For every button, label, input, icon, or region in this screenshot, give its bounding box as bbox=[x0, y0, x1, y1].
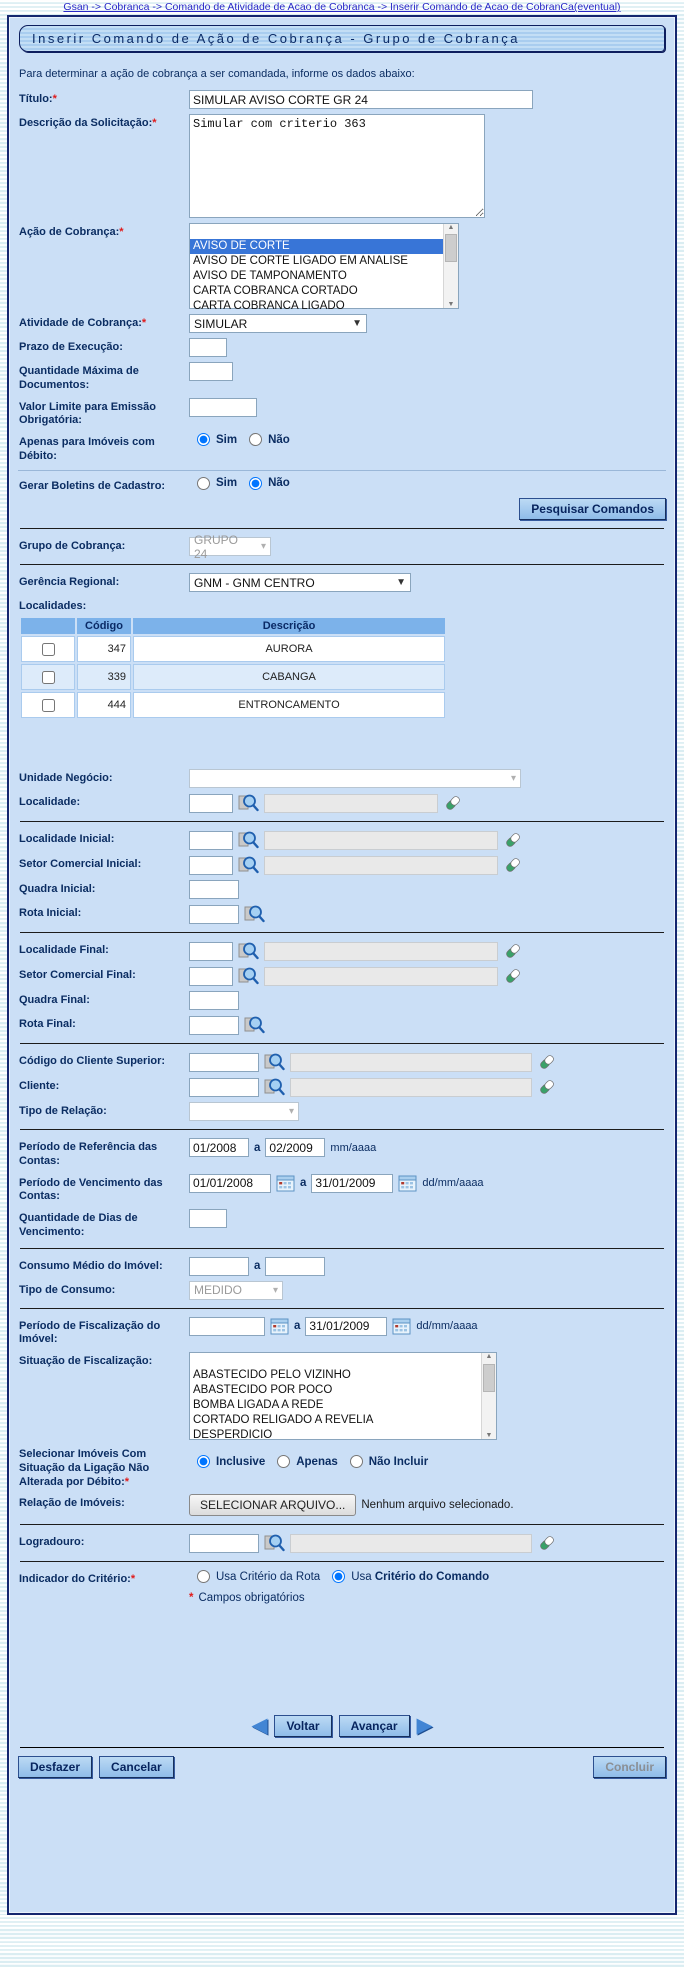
usa-criterio-comando-radio[interactable] bbox=[332, 1570, 345, 1583]
indicador-criterio-label bbox=[19, 1570, 189, 1587]
usa-criterio-comando-label bbox=[351, 1571, 489, 1583]
format-hint: mm/aaaa bbox=[330, 1141, 377, 1154]
apenas-debito-label: Apenas para Imóveis com Débito: bbox=[19, 436, 155, 462]
apenas-debito-nao-radio[interactable] bbox=[249, 433, 262, 446]
gerencia-label: Gerência Regional: bbox=[19, 576, 120, 589]
indicador-criterio-row bbox=[19, 1570, 665, 1587]
grupo-select bbox=[189, 532, 271, 561]
situacao-option[interactable]: ABASTECIDO POR POCO bbox=[193, 1384, 333, 1396]
quadra-inicial-label: Quadra Inicial: bbox=[19, 883, 96, 895]
selecionar-imoveis-label bbox=[19, 1445, 189, 1489]
apenas-debito-sim-label: Sim bbox=[216, 433, 238, 446]
apenas-debito-nao-label: Não bbox=[268, 433, 290, 446]
periodo-fisc-row bbox=[19, 1317, 665, 1348]
localidade-final-label: Localidade Final: bbox=[19, 944, 109, 956]
format-hint: dd/mm/aaaa bbox=[422, 1177, 484, 1189]
apenas-debito-row bbox=[19, 433, 665, 464]
rota-final-input[interactable] bbox=[189, 1016, 239, 1035]
localidade-inicial-input[interactable] bbox=[189, 831, 233, 850]
quadra-final-row bbox=[19, 991, 665, 1010]
tipo-consumo-select-value: MEDIDO bbox=[194, 1283, 242, 1297]
cod-cliente-sup-label: Código do Cliente Superior: bbox=[19, 1055, 166, 1067]
inclusive-radio[interactable] bbox=[197, 1455, 210, 1468]
section-divider bbox=[20, 1524, 664, 1525]
descricao-label bbox=[19, 114, 189, 131]
setor-inicial-readonly-field bbox=[264, 856, 498, 875]
eraser-icon[interactable] bbox=[537, 1052, 557, 1072]
calendar-icon[interactable] bbox=[392, 1317, 411, 1335]
descricao-label-text: Descrição da Solicitação: bbox=[19, 117, 153, 129]
chevron-down-icon: ▾ bbox=[272, 1284, 278, 1296]
descricao-textarea[interactable] bbox=[189, 114, 485, 218]
localidade-final-readonly-field bbox=[264, 942, 498, 961]
search-icon[interactable] bbox=[238, 830, 259, 850]
logradouro-readonly-field bbox=[290, 1534, 532, 1553]
cod-cliente-sup-readonly-field bbox=[290, 1053, 532, 1072]
table-row bbox=[21, 636, 445, 662]
spacer bbox=[18, 1609, 666, 1701]
section-divider bbox=[20, 1561, 664, 1562]
chevron-down-icon: ▼ bbox=[352, 318, 362, 329]
breadcrumb[interactable]: Gsan -> Cobranca -> Comando de Atividade de Acao de Cobranca -> Inserir Comando de Acao de CobranCa(eventual) bbox=[63, 1, 621, 13]
acao-label bbox=[19, 223, 189, 240]
situacao-fisc-row bbox=[19, 1352, 665, 1440]
search-icon[interactable] bbox=[238, 966, 259, 986]
periodo-fisc-ate-input[interactable] bbox=[305, 1317, 387, 1336]
search-icon[interactable] bbox=[244, 904, 265, 924]
required-marker: * bbox=[189, 1592, 194, 1604]
periodo-ref-label: Período de Referência das Contas: bbox=[19, 1141, 158, 1167]
usa-criterio-rota-label: Usa Critério da Rota bbox=[216, 1570, 321, 1583]
nao-incluir-label: Não Incluir bbox=[368, 1455, 429, 1468]
titulo-input[interactable] bbox=[189, 90, 533, 109]
range-separator: a bbox=[254, 1260, 261, 1272]
eraser-icon[interactable] bbox=[537, 1077, 557, 1097]
setor-final-row bbox=[19, 966, 665, 986]
acao-listbox[interactable] bbox=[189, 223, 459, 312]
range-separator: a bbox=[254, 1141, 261, 1154]
localidade-label: Localidade: bbox=[19, 796, 81, 808]
footnote-text: Campos obrigatórios bbox=[198, 1592, 305, 1604]
footnote-spacer bbox=[19, 1592, 189, 1595]
eraser-icon[interactable] bbox=[537, 1533, 557, 1553]
required-marker: * bbox=[119, 226, 124, 238]
required-marker: * bbox=[124, 1475, 130, 1488]
chevron-down-icon: ▾ bbox=[288, 1106, 294, 1117]
page-title bbox=[19, 25, 665, 52]
prev-arrow-icon[interactable]: ◀ bbox=[251, 1714, 268, 1737]
scroll-thumb[interactable] bbox=[483, 1364, 495, 1392]
consumo-medio-row bbox=[19, 1257, 665, 1276]
quadra-inicial-row bbox=[19, 880, 665, 899]
setor-inicial-input[interactable] bbox=[189, 856, 233, 875]
pesquisar-comandos-button[interactable]: Pesquisar Comandos bbox=[519, 498, 666, 520]
wizard-nav bbox=[18, 1715, 666, 1737]
inclusive-label: Inclusive bbox=[216, 1455, 266, 1468]
usa-prefix-text: Usa bbox=[351, 1570, 372, 1583]
eraser-icon[interactable] bbox=[503, 855, 523, 875]
concluir-button[interactable]: Concluir bbox=[593, 1756, 666, 1778]
setor-final-input[interactable] bbox=[189, 967, 233, 986]
selecionar-imoveis-row bbox=[19, 1445, 665, 1489]
footer-divider bbox=[20, 1747, 664, 1748]
atividade-label-text: Atividade de Cobrança: bbox=[19, 317, 142, 329]
eraser-icon[interactable] bbox=[503, 830, 523, 850]
cod-cliente-sup-input[interactable] bbox=[189, 1053, 259, 1072]
situacao-fisc-listbox[interactable] bbox=[189, 1352, 497, 1440]
periodo-venc-de-input[interactable] bbox=[189, 1174, 271, 1193]
tipo-relacao-select bbox=[189, 1102, 299, 1121]
required-marker: * bbox=[52, 93, 57, 105]
grupo-label: Grupo de Cobrança: bbox=[19, 540, 126, 553]
periodo-ref-row bbox=[19, 1138, 665, 1169]
titulo-row bbox=[19, 90, 665, 109]
gerar-boletins-sim-label: Sim bbox=[216, 477, 238, 489]
rota-final-label: Rota Final: bbox=[19, 1018, 76, 1030]
calendar-icon[interactable] bbox=[270, 1317, 289, 1335]
localidade-readonly-field bbox=[264, 794, 438, 813]
section-divider bbox=[20, 821, 664, 822]
table-row bbox=[21, 692, 445, 718]
grupo-row bbox=[19, 532, 665, 561]
localidade-checkbox[interactable] bbox=[42, 643, 55, 656]
scroll-thumb[interactable] bbox=[445, 234, 457, 262]
gerar-boletins-label: Gerar Boletins de Cadastro: bbox=[19, 479, 166, 492]
localidade-inicial-label: Localidade Inicial: bbox=[19, 833, 115, 845]
section-divider bbox=[20, 528, 664, 529]
nao-incluir-radio[interactable] bbox=[350, 1455, 363, 1468]
section-divider bbox=[20, 1248, 664, 1249]
localidades-label: Localidades: bbox=[19, 600, 87, 613]
cliente-row bbox=[19, 1077, 665, 1097]
rota-inicial-input[interactable] bbox=[189, 905, 239, 924]
localidade-row bbox=[19, 793, 665, 813]
consumo-medio-ate-input[interactable] bbox=[265, 1257, 325, 1276]
section-divider bbox=[20, 932, 664, 933]
quadra-inicial-input[interactable] bbox=[189, 880, 239, 899]
setor-final-readonly-field bbox=[264, 967, 498, 986]
chevron-down-icon: ▾ bbox=[260, 541, 266, 553]
valor-limite-label: Valor Limite para Emissão Obrigatória: bbox=[19, 400, 156, 427]
setor-inicial-label: Setor Comercial Inicial: bbox=[19, 858, 142, 870]
titulo-label bbox=[19, 90, 189, 107]
grupo-select-value: GRUPO 24 bbox=[194, 532, 239, 561]
qtd-max-label: Quantidade Máxima de Documentos: bbox=[19, 365, 139, 391]
localidade-descricao: ENTRONCAMENTO bbox=[133, 692, 445, 718]
situacao-option[interactable]: DESPERDICIO bbox=[193, 1429, 273, 1441]
next-arrow-icon[interactable]: ▶ bbox=[416, 1714, 433, 1737]
indicador-criterio-label-text: Indicador do Critério: bbox=[19, 1573, 131, 1586]
apenas-label: Apenas bbox=[296, 1455, 338, 1468]
relacao-imoveis-row bbox=[19, 1494, 665, 1516]
range-separator: a bbox=[294, 1320, 301, 1332]
qtd-dias-label: Quantidade de Dias de Vencimento: bbox=[19, 1212, 138, 1238]
rota-final-row bbox=[19, 1015, 665, 1035]
search-icon[interactable] bbox=[264, 1533, 285, 1553]
cliente-label: Cliente: bbox=[19, 1080, 60, 1092]
calendar-icon[interactable] bbox=[398, 1174, 417, 1192]
range-separator: a bbox=[300, 1177, 307, 1189]
table-row bbox=[21, 664, 445, 690]
periodo-venc-label: Período de Vencimento das Contas: bbox=[19, 1176, 163, 1203]
scroll-down-icon[interactable]: ▼ bbox=[485, 1432, 493, 1439]
cancelar-button[interactable]: Cancelar bbox=[99, 1756, 174, 1778]
atividade-row bbox=[19, 314, 665, 333]
titulo-label-text: Título: bbox=[19, 93, 53, 105]
situacao-scrollbar[interactable] bbox=[481, 1353, 496, 1439]
chevron-down-icon: ▼ bbox=[396, 577, 406, 589]
unidade-label: Unidade Negócio: bbox=[19, 772, 113, 784]
apenas-debito-sim-radio[interactable] bbox=[197, 433, 210, 446]
localidades-header-row bbox=[21, 618, 445, 634]
format-hint: dd/mm/aaaa bbox=[416, 1320, 478, 1332]
avancar-button[interactable]: Avançar bbox=[339, 1715, 410, 1737]
selecionar-arquivo-button[interactable]: SELECIONAR ARQUIVO... bbox=[189, 1494, 356, 1516]
footnote-row bbox=[19, 1592, 665, 1604]
periodo-venc-row bbox=[19, 1174, 665, 1205]
localidade-inicial-readonly-field bbox=[264, 831, 498, 850]
qtd-max-input[interactable] bbox=[189, 362, 233, 381]
search-icon[interactable] bbox=[238, 855, 259, 875]
localidade-codigo: 347 bbox=[77, 636, 131, 662]
gerar-boletins-nao-radio[interactable] bbox=[249, 477, 262, 490]
quadra-final-input[interactable] bbox=[189, 991, 239, 1010]
descricao-row bbox=[19, 114, 665, 218]
acao-option-selected[interactable]: AVISO DE CORTE bbox=[190, 239, 443, 254]
spacer bbox=[18, 720, 666, 764]
chevron-down-icon: ▾ bbox=[510, 773, 516, 784]
acao-scrollbar[interactable] bbox=[443, 224, 458, 308]
search-icon[interactable] bbox=[264, 1052, 285, 1072]
required-marker: * bbox=[130, 1573, 136, 1586]
unidade-row bbox=[19, 769, 665, 788]
localidade-checkbox[interactable] bbox=[42, 671, 55, 684]
scroll-up-icon[interactable]: ▲ bbox=[447, 224, 455, 231]
cliente-input[interactable] bbox=[189, 1078, 259, 1097]
setor-final-label: Setor Comercial Final: bbox=[19, 969, 136, 981]
usa-comando-bold-text: Critério do Comando bbox=[374, 1570, 490, 1583]
eraser-icon[interactable] bbox=[503, 966, 523, 986]
rota-inicial-row bbox=[19, 904, 665, 924]
periodo-fisc-de-input[interactable] bbox=[189, 1317, 265, 1336]
page-title-text: Inserir Comando de Ação de Cobrança - Grupo de Cobrança bbox=[32, 31, 520, 46]
localidade-codigo: 444 bbox=[77, 692, 131, 718]
localidades-table bbox=[19, 616, 447, 720]
search-icon[interactable] bbox=[244, 1015, 265, 1035]
quadra-final-label: Quadra Final: bbox=[19, 994, 90, 1006]
periodo-venc-ate-input[interactable] bbox=[311, 1174, 393, 1193]
usa-criterio-rota-radio[interactable] bbox=[197, 1570, 210, 1583]
qtd-max-row bbox=[19, 362, 665, 393]
qtd-dias-input[interactable] bbox=[189, 1209, 227, 1228]
localidade-codigo: 339 bbox=[77, 664, 131, 690]
acao-option[interactable]: CARTA COBRANCA LIGADO bbox=[193, 300, 345, 312]
selecionar-imoveis-label-text: Selecionar Imóveis Com Situação da Ligação Não Alterada por Débito: bbox=[19, 1448, 150, 1488]
localidade-final-row bbox=[19, 941, 665, 961]
voltar-button[interactable]: Voltar bbox=[274, 1715, 331, 1737]
required-marker: * bbox=[141, 317, 147, 329]
atividade-select-value: SIMULAR bbox=[194, 316, 248, 331]
desfazer-button[interactable]: Desfazer bbox=[18, 1756, 92, 1778]
header-descricao: Descrição bbox=[133, 618, 445, 634]
periodo-ref-ate-input[interactable] bbox=[265, 1138, 325, 1157]
acao-option[interactable]: AVISO DE CORTE LIGADO EM ANALISE bbox=[193, 255, 408, 267]
gerencia-row bbox=[19, 573, 665, 592]
gerencia-select[interactable] bbox=[189, 573, 411, 592]
gerar-boletins-nao-label: Não bbox=[268, 477, 290, 489]
consumo-medio-de-input[interactable] bbox=[189, 1257, 249, 1276]
apenas-radio[interactable] bbox=[277, 1455, 290, 1468]
eraser-icon[interactable] bbox=[503, 941, 523, 961]
section-divider bbox=[18, 470, 666, 471]
setor-inicial-row bbox=[19, 855, 665, 875]
localidade-checkbox[interactable] bbox=[42, 699, 55, 712]
section-divider bbox=[20, 1043, 664, 1044]
acao-option[interactable]: AVISO DE TAMPONAMENTO bbox=[193, 270, 347, 282]
situacao-option[interactable]: CORTADO RELIGADO A REVELIA bbox=[193, 1414, 374, 1426]
situacao-fisc-label: Situação de Fiscalização: bbox=[19, 1355, 153, 1367]
gerar-boletins-row bbox=[19, 477, 665, 494]
gerencia-select-value: GNM - GNM CENTRO bbox=[194, 575, 315, 590]
valor-limite-input[interactable] bbox=[189, 398, 257, 417]
logradouro-input[interactable] bbox=[189, 1534, 259, 1553]
atividade-label bbox=[19, 314, 189, 331]
consumo-medio-label: Consumo Médio do Imóvel: bbox=[19, 1259, 163, 1272]
search-icon[interactable] bbox=[238, 941, 259, 961]
cliente-readonly-field bbox=[290, 1078, 532, 1097]
periodo-ref-de-input[interactable] bbox=[189, 1138, 249, 1157]
localidade-descricao: AURORA bbox=[133, 636, 445, 662]
prazo-row bbox=[19, 338, 665, 357]
footer-actions bbox=[18, 1756, 666, 1778]
situacao-option[interactable] bbox=[190, 1353, 481, 1368]
section-divider bbox=[20, 564, 664, 565]
localidade-descricao: CABANGA bbox=[133, 664, 445, 690]
acao-row bbox=[19, 223, 665, 312]
eraser-icon[interactable] bbox=[443, 793, 463, 813]
scroll-down-icon[interactable]: ▼ bbox=[447, 301, 455, 308]
qtd-dias-row bbox=[19, 1209, 665, 1240]
scroll-up-icon[interactable]: ▲ bbox=[485, 1353, 493, 1360]
atividade-select[interactable] bbox=[189, 314, 367, 333]
prazo-label: Prazo de Execução: bbox=[19, 341, 123, 353]
localidade-final-input[interactable] bbox=[189, 942, 233, 961]
required-marker: * bbox=[152, 117, 157, 129]
prazo-input[interactable] bbox=[189, 338, 227, 357]
unidade-select bbox=[189, 769, 521, 788]
tipo-relacao-label: Tipo de Relação: bbox=[19, 1105, 107, 1117]
situacao-option[interactable]: BOMBA LIGADA A REDE bbox=[193, 1399, 324, 1411]
relacao-imoveis-label: Relação de Imóveis: bbox=[19, 1497, 125, 1510]
valor-limite-row bbox=[19, 398, 665, 429]
search-icon[interactable] bbox=[238, 793, 259, 813]
periodo-fisc-label: Período de Fiscalização do Imóvel: bbox=[19, 1319, 161, 1346]
localidade-inicial-row bbox=[19, 830, 665, 850]
tipo-consumo-select bbox=[189, 1281, 283, 1300]
search-icon[interactable] bbox=[264, 1077, 285, 1097]
calendar-icon[interactable] bbox=[276, 1174, 295, 1192]
logradouro-label: Logradouro: bbox=[19, 1536, 85, 1549]
file-status-text: Nenhum arquivo selecionado. bbox=[361, 1499, 514, 1512]
tipo-consumo-label: Tipo de Consumo: bbox=[19, 1283, 116, 1296]
intro-text: Para determinar a ação de cobrança a ser comandada, informe os dados abaixo: bbox=[19, 68, 415, 80]
situacao-option[interactable]: ABASTECIDO PELO VIZINHO bbox=[193, 1369, 351, 1381]
header-codigo: Código bbox=[77, 618, 131, 634]
section-divider bbox=[20, 1129, 664, 1130]
gerar-boletins-sim-radio[interactable] bbox=[197, 477, 210, 490]
localidade-input[interactable] bbox=[189, 794, 233, 813]
rota-inicial-label: Rota Inicial: bbox=[19, 907, 82, 919]
tipo-consumo-row bbox=[19, 1281, 665, 1300]
section-divider bbox=[20, 1308, 664, 1309]
acao-option[interactable] bbox=[190, 224, 443, 239]
header-checkbox-col bbox=[21, 618, 75, 634]
tipo-relacao-row bbox=[19, 1102, 665, 1121]
acao-option[interactable]: CARTA COBRANCA CORTADO bbox=[193, 285, 358, 297]
cod-cliente-sup-row bbox=[19, 1052, 665, 1072]
form-panel bbox=[7, 15, 677, 1915]
acao-label-text: Ação de Cobrança: bbox=[19, 226, 120, 238]
logradouro-row bbox=[19, 1533, 665, 1553]
